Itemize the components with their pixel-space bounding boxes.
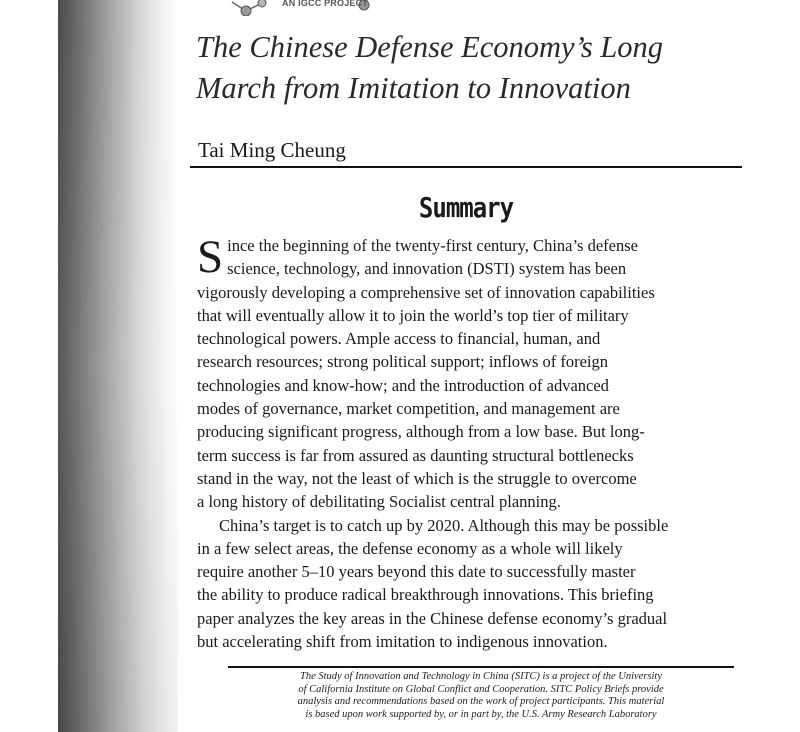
body-line: require another 5–10 years beyond this date to successfully master — [197, 562, 636, 582]
body-line: term success is far from assured as daunting structural bottlenecks — [197, 445, 634, 465]
summary-body — [197, 231, 743, 653]
body-line: technologies and know-how; and the introduction of advanced — [197, 375, 609, 395]
footer-line: The Study of Innovation and Technology in China (SITC) is a project of the University — [299, 671, 663, 682]
body-line: a long history of debilitating Socialist central planning. — [197, 492, 561, 512]
title-line: The Chinese Defense Economy’s Long — [196, 30, 664, 64]
author-name: Tai Ming Cheung — [198, 138, 346, 162]
body-line: that will eventually allow it to join the world’s top tier of military — [197, 305, 629, 325]
body-line: in a few select areas, the defense economy as a whole will likely — [197, 538, 623, 558]
header-divider — [190, 166, 742, 168]
summary-heading: Summary — [418, 191, 514, 225]
body-line: ince the beginning of the twenty-first century, China’s defense — [227, 236, 638, 255]
footer-divider — [228, 666, 734, 668]
side-gradient-bar — [58, 0, 178, 732]
body-line: China’s target is to catch up by 2020. Although this may be possible — [219, 515, 669, 535]
body-line: science, technology, and innovation (DSTI) system has been — [227, 259, 627, 279]
body-line: technological powers. Ample access to financial, human, and — [197, 329, 601, 349]
footer-line: analysis and recommendations based on the work of project participants. This material — [297, 696, 665, 708]
body-line: but accelerating shift from imitation to indigenous innovation. — [197, 632, 608, 652]
body-line: producing significant progress, although from a low base. But long- — [197, 422, 645, 442]
body-line: paper analyzes the key areas in the Chinese defense economy’s gradual — [197, 608, 668, 628]
page-title — [196, 27, 776, 109]
footer-line: of California Institute on Global Conflict and Cooperation. SITC Policy Briefs provide — [298, 683, 664, 695]
body-line: vigorously developing a comprehensive set of innovation capabilities — [197, 282, 655, 302]
body-line: research resources; strong political support; inflows of foreign — [197, 352, 609, 372]
title-line: March from Imitation to Innovation — [196, 71, 631, 105]
drop-cap: S — [197, 231, 224, 283]
body-line: stand in the way, not the least of which is the struggle to overcome — [197, 468, 637, 488]
footer-note — [228, 671, 734, 721]
summary-paragraph-2 — [197, 514, 743, 654]
footer-line: is based upon work supported by, or in part by, the U.S. Army Research Laboratory — [305, 708, 657, 720]
summary-paragraph-1 — [197, 231, 743, 514]
body-line: modes of governance, market competition, and management are — [197, 399, 620, 419]
body-line: the ability to produce radical breakthrough innovations. This briefing — [197, 585, 654, 605]
logo-caption: AN IGCC PROJECT — [282, 0, 369, 8]
